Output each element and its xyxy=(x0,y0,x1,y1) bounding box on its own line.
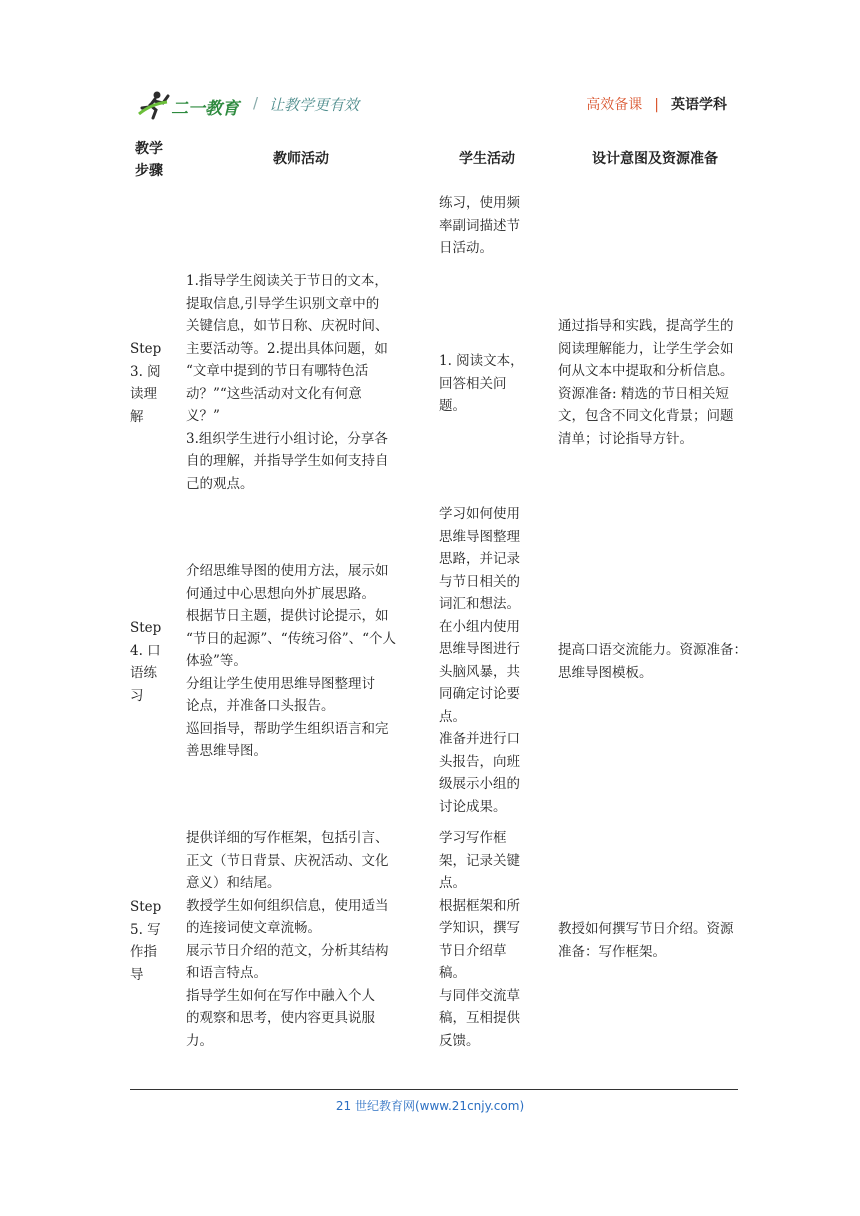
row-step3-design xyxy=(558,315,772,450)
header-step-line: 教学 xyxy=(135,141,163,157)
text-line: 作指 xyxy=(130,944,157,960)
text-line: Step xyxy=(130,620,162,636)
text-line: 4. 口 xyxy=(130,642,161,659)
text-line: 读理 xyxy=(130,386,157,402)
text-line: Step xyxy=(130,899,162,915)
text-line: 分组让学生使用思维导图整理讨 xyxy=(186,675,375,692)
text-line: 主要活动等。2.提出具体问题，如 xyxy=(186,340,388,357)
text-line: 与节日相关的 xyxy=(439,573,520,590)
text-line: 巡回指导，帮助学生组织语言和完 xyxy=(186,720,389,737)
text-line: 3. 阅 xyxy=(130,363,161,380)
text-line: 介绍思维导图的使用方法，展示如 xyxy=(186,563,389,579)
text-line: 教授学生如何组织信息，使用适当 xyxy=(186,897,389,914)
text-line: 练习，使用频 xyxy=(439,195,520,211)
row-step5-teacher xyxy=(186,827,431,1052)
text-line: 指导学生如何在写作中融入个人 xyxy=(186,987,375,1004)
text-line: 根据节日主题，提供讨论提示，如 xyxy=(186,608,389,624)
text-line: 善思维导图。 xyxy=(186,743,267,759)
header-design: 设计意图及资源准备 xyxy=(592,151,718,167)
runner-logo-icon xyxy=(137,90,171,120)
text-line: 教授如何撰写节日介绍。资源 xyxy=(558,921,734,937)
text-line: 率副词描述节 xyxy=(439,217,520,234)
text-line: 习 xyxy=(130,687,144,704)
text-line: 资源准备: 精选的节日相关短 xyxy=(558,385,729,402)
continued-student-cell xyxy=(439,192,539,260)
row-step3-step xyxy=(130,338,172,428)
text-line: 词汇和想法。 xyxy=(439,596,520,612)
row-step5-design xyxy=(558,918,772,963)
text-line: 论点，并准备口头报告。 xyxy=(186,698,335,714)
footer-divider xyxy=(130,1089,738,1090)
text-line: 义？” xyxy=(186,408,220,424)
header-student: 学生活动 xyxy=(459,151,515,167)
text-line: 点。 xyxy=(439,708,466,725)
text-line: 阅读理解能力，让学生学会如 xyxy=(558,340,734,357)
text-line: 解 xyxy=(130,408,144,425)
text-line: 语练 xyxy=(130,665,157,681)
logo-text: 二一教育 xyxy=(171,99,239,119)
text-line: 思路，并记录 xyxy=(439,551,520,567)
text-line: 和语言特点。 xyxy=(186,965,267,981)
header-tag-prep: 高效备课 xyxy=(586,97,643,113)
text-line: 稿。 xyxy=(439,965,466,981)
header-subject: 英语学科 xyxy=(671,97,727,113)
text-line: 日活动。 xyxy=(439,240,493,256)
text-line: 根据框架和所 xyxy=(439,897,520,914)
text-line: 在小组内使用 xyxy=(439,618,520,635)
slogan: 让教学更有效 xyxy=(269,96,360,114)
text-line: 点。 xyxy=(439,875,466,891)
text-line: 思维导图模板。 xyxy=(558,664,653,681)
logo xyxy=(137,90,247,120)
text-line: 题。 xyxy=(439,398,466,414)
text-line: 何从文本中提取和分析信息。 xyxy=(558,363,734,379)
text-line: 节日介绍草 xyxy=(439,942,507,959)
text-line: 头脑风暴，共 xyxy=(439,663,520,680)
row-step5-student xyxy=(439,827,539,1052)
text-line: 学习写作框 xyxy=(439,830,507,846)
text-line: 准备：写作框架。 xyxy=(558,943,666,960)
text-line: 准备并进行口 xyxy=(439,731,520,747)
text-line: 提高口语交流能力。资源准备： xyxy=(558,642,747,658)
footer-link[interactable]: 21 世纪教育网(www.21cnjy.com) xyxy=(335,1099,525,1113)
text-line: 学知识，撰写 xyxy=(439,920,520,936)
text-line: 5. 写 xyxy=(130,921,161,938)
text-line: 1. 阅读文本， xyxy=(439,353,524,369)
text-line: 提取信息,引导学生识别文章中的 xyxy=(186,295,380,312)
text-line: 3.组织学生进行小组讨论，分享各 xyxy=(186,430,388,447)
text-line: 级展示小组的 xyxy=(439,776,520,792)
text-line: 动？”“这些活动对文化有何意 xyxy=(186,385,362,402)
row-step3-student xyxy=(439,350,539,418)
text-line: 1.指导学生阅读关于节日的文本， xyxy=(186,273,388,289)
text-line: 正文（节日背景、庆祝活动、文化 xyxy=(186,852,389,869)
row-step4-step xyxy=(130,617,172,707)
text-line: 架，记录关键 xyxy=(439,852,520,869)
text-line: 通过指导和实践，提高学生的 xyxy=(558,318,734,334)
text-line: “节日的起源”、“传统习俗”、“个人 xyxy=(186,630,397,647)
text-line: 提供详细的写作框架，包括引言、 xyxy=(186,830,389,846)
row-step4-student xyxy=(439,503,539,818)
text-line: 文，包含不同文化背景；问题 xyxy=(558,408,734,424)
text-line: 导 xyxy=(130,966,144,983)
header-step-line: 步骤 xyxy=(135,163,163,179)
text-line: 思维导图进行 xyxy=(439,641,520,657)
header-divider: / xyxy=(253,94,259,112)
text-line: 与同伴交流草 xyxy=(439,987,520,1004)
text-line: 意义）和结尾。 xyxy=(186,875,281,891)
text-line: 己的观点。 xyxy=(186,475,254,492)
text-line: 何通过中心思想向外扩展思路。 xyxy=(186,585,375,602)
text-line: Step xyxy=(130,341,162,357)
text-line: 自的理解，并指导学生如何支持自 xyxy=(186,453,389,469)
text-line: 体验”等。 xyxy=(186,653,247,669)
header-step xyxy=(135,138,163,182)
text-line: 回答相关问 xyxy=(439,375,507,392)
text-line: 展示节日介绍的范文，分析其结构 xyxy=(186,942,389,959)
text-line: 思维导图整理 xyxy=(439,528,520,545)
text-line: 反馈。 xyxy=(439,1032,480,1049)
text-line: 头报告，向班 xyxy=(439,753,520,770)
header-right xyxy=(586,94,727,114)
header-teacher: 教师活动 xyxy=(273,151,329,167)
text-line: 的连接词使文章流畅。 xyxy=(186,920,321,936)
text-line: 学习如何使用 xyxy=(439,506,520,522)
page-header xyxy=(133,88,743,122)
text-line: 力。 xyxy=(186,1032,213,1049)
row-step4-teacher xyxy=(186,560,431,763)
text-line: 同确定讨论要 xyxy=(439,686,520,702)
row-step3-teacher xyxy=(186,270,431,495)
row-step4-design xyxy=(558,639,772,684)
row-step5-step xyxy=(130,896,172,986)
text-line: 关键信息，如节日称、庆祝时间、 xyxy=(186,318,389,334)
text-line: 清单；讨论指导方针。 xyxy=(558,430,693,447)
text-line: “文章中提到的节日有哪特色活 xyxy=(186,363,369,379)
text-line: 讨论成果。 xyxy=(439,798,507,815)
text-line: 的观察和思考，使内容更具说服 xyxy=(186,1010,375,1026)
text-line: 稿，互相提供 xyxy=(439,1010,520,1026)
header-separator: | xyxy=(654,97,659,113)
